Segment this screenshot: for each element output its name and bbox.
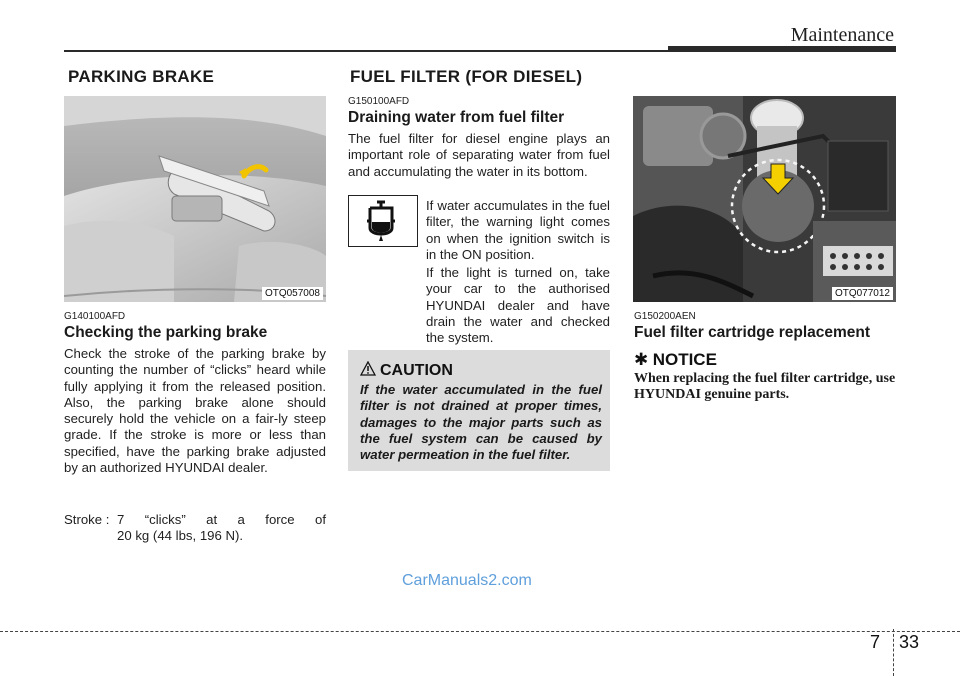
cartridge-replacement-heading: Fuel filter cartridge replacement	[634, 324, 871, 341]
caution-title: CAUTION	[380, 362, 453, 379]
checking-parking-brake-heading: Checking the parking brake	[64, 324, 268, 341]
watermark-link[interactable]: CarManuals2.com	[402, 572, 532, 589]
parking-brake-heading: PARKING BRAKE	[68, 67, 215, 86]
chapter-number: 7	[870, 632, 881, 652]
parking-brake-image	[64, 96, 326, 302]
stroke-value-line2: 20 kg (44 lbs, 196 N).	[117, 528, 244, 544]
notice-header	[634, 350, 717, 370]
warning-light-text: If water accumulates in the fuel filter, the warning light comes on when the ignition switch is in the ON position.	[426, 198, 610, 262]
parking-brake-photo	[64, 96, 326, 302]
water-in-fuel-warning-icon	[348, 195, 418, 247]
stroke-label: Stroke :	[64, 512, 110, 527]
section-code: G150200AEN	[634, 311, 696, 322]
header-rule-accent	[668, 46, 896, 52]
footer-rule	[0, 631, 960, 632]
footer-divider	[893, 629, 894, 676]
notice-text: When replacing the fuel filter cartridge, use HYUNDAI genuine parts.	[634, 371, 896, 403]
fuel-filter-heading: FUEL FILTER (FOR DIESEL)	[350, 67, 583, 86]
fuel-filter-photo	[633, 96, 896, 302]
draining-water-heading: Draining water from fuel filter	[348, 109, 565, 126]
parking-brake-body: Check the stroke of the parking brake by counting the number of “clicks” heard while fully applying it from the released position. Also, the parking brake alone should securely hold the vehicle on a fair-ly steep grade. If the stroke is more or less than specified, have the parking brake adjusted by an authorized HYUNDAI dealer.	[64, 346, 326, 476]
notice-title: NOTICE	[652, 350, 717, 369]
caution-triangle-icon	[360, 361, 376, 377]
engine-bay-image	[633, 96, 896, 302]
fuel-filter-body: The fuel filter for diesel engine plays an important role of separating water from fuel and accumulating the water in its bottom.	[348, 131, 610, 179]
photo-caption: OTQ057008	[262, 287, 323, 300]
caution-box	[348, 350, 610, 471]
light-on-text: If the light is turned on, take your car to the authorised HYUNDAI dealer and have drain the water and checked the system.	[426, 265, 610, 346]
stroke-spec	[64, 512, 326, 545]
stroke-value-line1: 7 “clicks” at a force of	[117, 512, 326, 527]
photo-caption: OTQ077012	[832, 287, 893, 300]
notice-symbol-icon: ✱	[634, 350, 649, 369]
caution-text: If the water accumulated in the fuel filter is not drained at proper times, damages to the major parts such as the fuel system can be caused by water permeation in the fuel filter.	[360, 382, 602, 463]
section-code: G140100AFD	[64, 311, 126, 322]
page-number: 33	[899, 632, 920, 652]
header-section-title: Maintenance	[790, 24, 894, 46]
section-code: G150100AFD	[348, 96, 410, 107]
